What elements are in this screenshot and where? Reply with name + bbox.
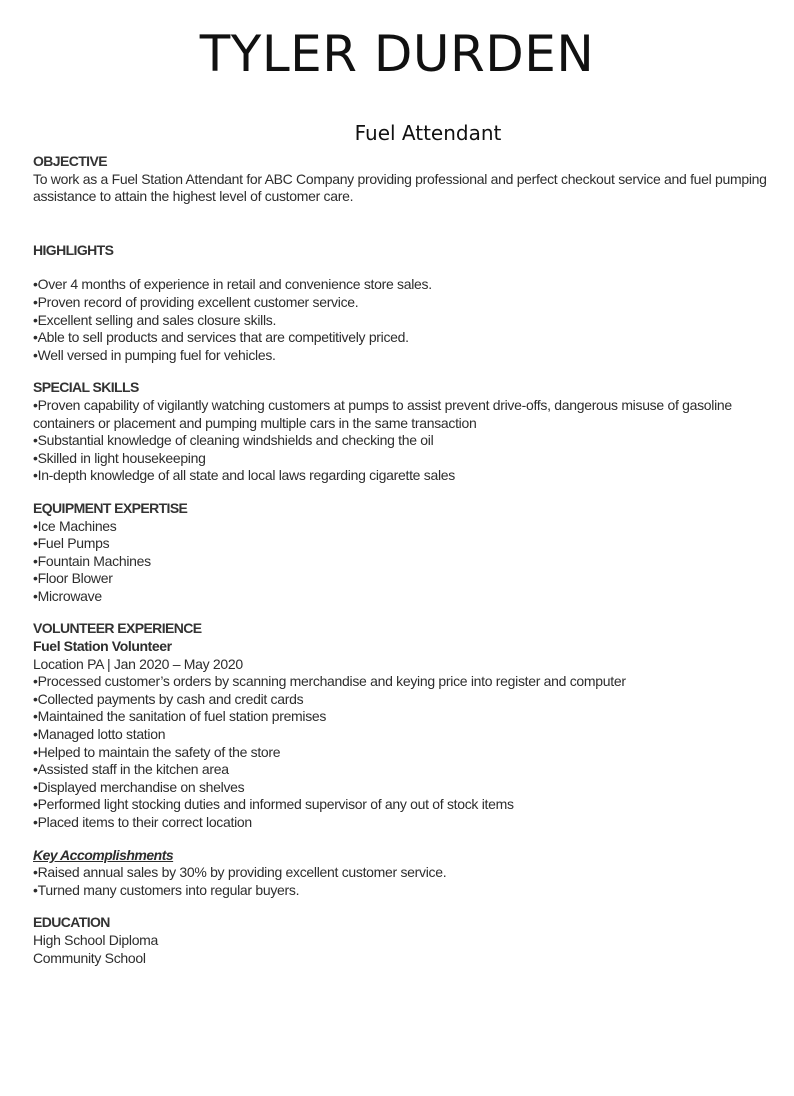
list-item: • Assisted staff in the kitchen area	[33, 761, 778, 779]
volunteer-list	[33, 673, 778, 831]
education-degree: High School Diploma	[33, 931, 159, 948]
list-item: • Fuel Pumps	[33, 535, 778, 553]
list-item: • Able to sell products and services that are competitively priced.	[33, 329, 778, 347]
list-item: • Helped to maintain the safety of the store	[33, 744, 778, 762]
list-item: • Skilled in light housekeeping	[33, 450, 778, 468]
list-item: • Proven record of providing excellent customer service.	[33, 294, 778, 312]
list-item: • Processed customer’s orders by scanning merchandise and keying price into register and computer	[33, 673, 778, 691]
list-item: • Managed lotto station	[33, 726, 778, 744]
list-item: • Collected payments by cash and credit cards	[33, 691, 778, 709]
objective-heading: OBJECTIVE	[33, 153, 107, 169]
list-item: • Substantial knowledge of cleaning windshields and checking the oil	[33, 432, 778, 450]
equipment-list	[33, 518, 778, 606]
accomplishments-heading: Key Accomplishments	[33, 846, 174, 863]
list-item: • Turned many customers into regular buyers.	[33, 882, 778, 900]
list-item: • Floor Blower	[33, 570, 778, 588]
list-item: • Proven capability of vigilantly watching customers at pumps to assist prevent drive-offs, dangerous misuse of gasoline containers or placement and pumping multiple cars in the same transaction	[33, 397, 778, 432]
equipment-heading: EQUIPMENT EXPERTISE	[33, 499, 188, 516]
candidate-name: TYLER DURDEN	[199, 25, 595, 83]
highlights-heading: HIGHLIGHTS	[33, 241, 114, 258]
list-item: • Over 4 months of experience in retail and convenience store sales.	[33, 276, 778, 294]
special-skills-heading: SPECIAL SKILLS	[33, 379, 139, 396]
list-item: • Displayed merchandise on shelves	[33, 779, 778, 797]
special-skills-list	[33, 397, 778, 485]
list-item: • Ice Machines	[33, 518, 778, 536]
education-heading: EDUCATION	[33, 914, 110, 931]
list-item: • Fountain Machines	[33, 553, 778, 571]
volunteer-location-dates: Location PA | Jan 2020 – May 2020	[33, 655, 243, 672]
job-title: Fuel Attendant	[354, 121, 502, 145]
resume-body	[33, 153, 778, 967]
volunteer-role: Fuel Station Volunteer	[33, 638, 172, 655]
list-item: • Well versed in pumping fuel for vehicles.	[33, 347, 778, 365]
accomplishments-list	[33, 864, 778, 899]
list-item: • Maintained the sanitation of fuel station premises	[33, 708, 778, 726]
volunteer-heading: VOLUNTEER EXPERIENCE	[33, 620, 202, 637]
list-item: • Excellent selling and sales closure skills.	[33, 312, 778, 330]
objective-text: To work as a Fuel Station Attendant for ABC Company providing professional and perfect checkout service and fuel pumping assistance to attain the highest level of customer care.	[33, 170, 767, 205]
list-item: • Raised annual sales by 30% by providing excellent customer service.	[33, 864, 778, 882]
highlights-list	[33, 276, 778, 364]
education-school: Community School	[33, 949, 146, 966]
list-item: • Performed light stocking duties and informed supervisor of any out of stock items	[33, 796, 778, 814]
list-item: • Microwave	[33, 588, 778, 606]
list-item: • Placed items to their correct location	[33, 814, 778, 832]
list-item: • In-depth knowledge of all state and local laws regarding cigarette sales	[33, 467, 778, 485]
